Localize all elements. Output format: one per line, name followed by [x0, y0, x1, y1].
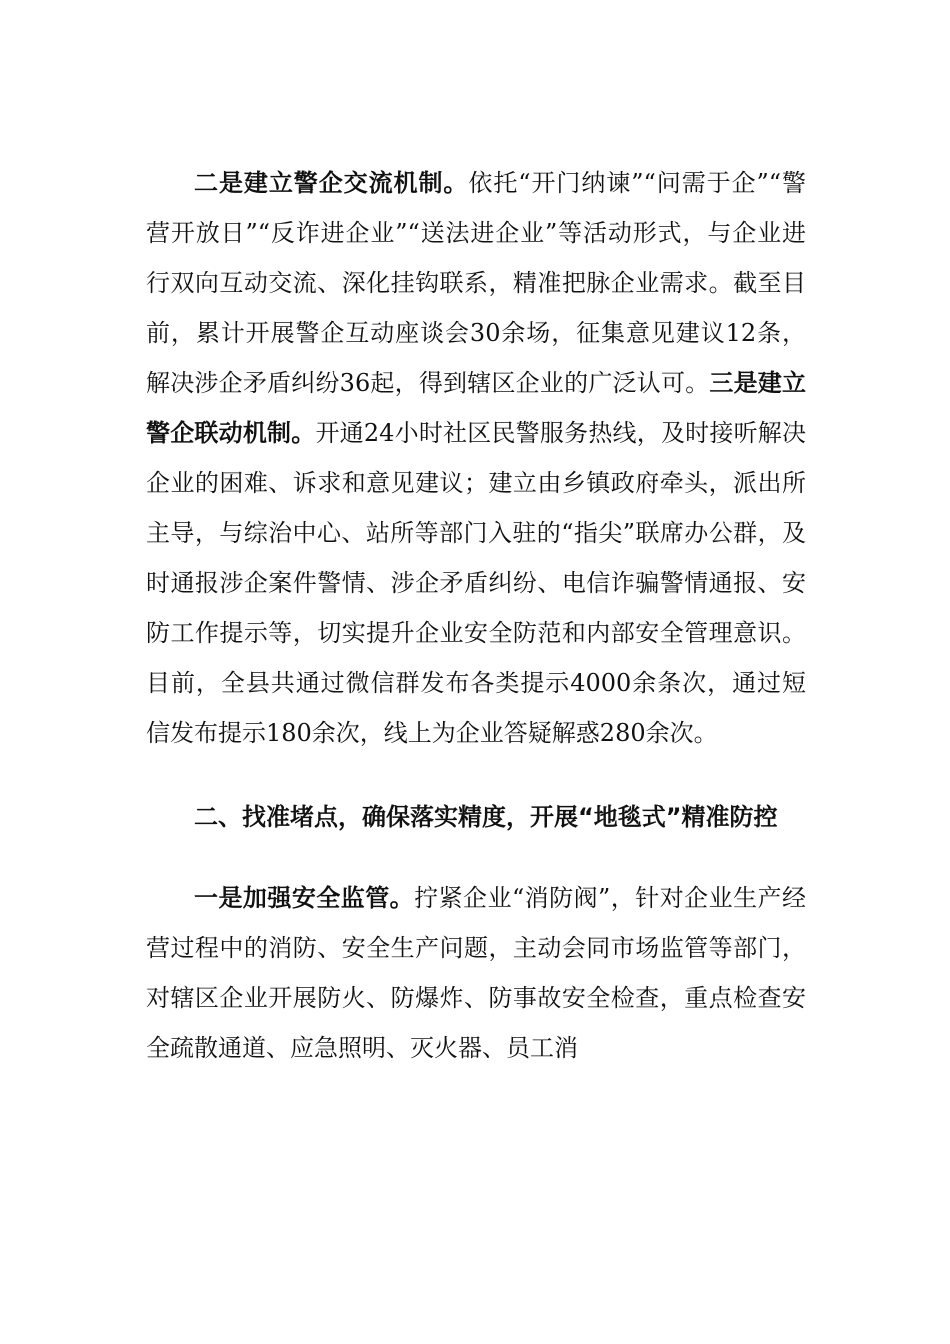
lead-linkage-mechanism: 三是建立警企联动机制。 — [146, 369, 807, 447]
lead-exchange-mechanism: 二是建立警企交流机制。 — [194, 169, 469, 197]
section-heading: 二、找准堵点，确保落实精度，开展“地毯式”精准防控 — [194, 803, 778, 831]
paragraph-safety-supervision — [146, 873, 806, 1073]
paragraph-police-enterprise-mechanisms — [146, 158, 806, 758]
exchange-mechanism-text: 依托“开门纳谏”“问需于企”“警营开放日”“反诈进企业”“送法进企业”等活动形式，与企业进行双向互动交流、深化挂钩联系，精准把脉企业需求。截至目前，累计开展警企互动座谈会30余场，征集意见建议12条，解决涉企矛盾纠纷36起，得到辖区企业的广泛认可。 — [146, 169, 807, 397]
document-body — [146, 158, 806, 1073]
safety-supervision-text: 拧紧企业“消防阀”，针对企业生产经营过程中的消防、安全生产问题，主动会同市场监管等部门，对辖区企业开展防火、防爆炸、防事故安全检查，重点检查安全疏散通道、应急照明、灭火器、员工消 — [146, 884, 806, 1062]
lead-safety-supervision: 一是加强安全监管。 — [194, 884, 415, 912]
linkage-mechanism-text: 开通24小时社区民警服务热线，及时接听解决企业的困难、诉求和意见建议；建立由乡镇政府牵头，派出所主导，与综治中心、站所等部门入驻的“指尖”联席办公群，及时通报涉企案件警情、涉企矛盾纠纷、电信诈骗警情通报、安防工作提示等，切实提升企业安全防范和内部安全管理意识。目前，全县共通过微信群发布各类提示4000余条次，通过短信发布提示180余次，线上为企业答疑解惑280余次。 — [146, 419, 806, 747]
